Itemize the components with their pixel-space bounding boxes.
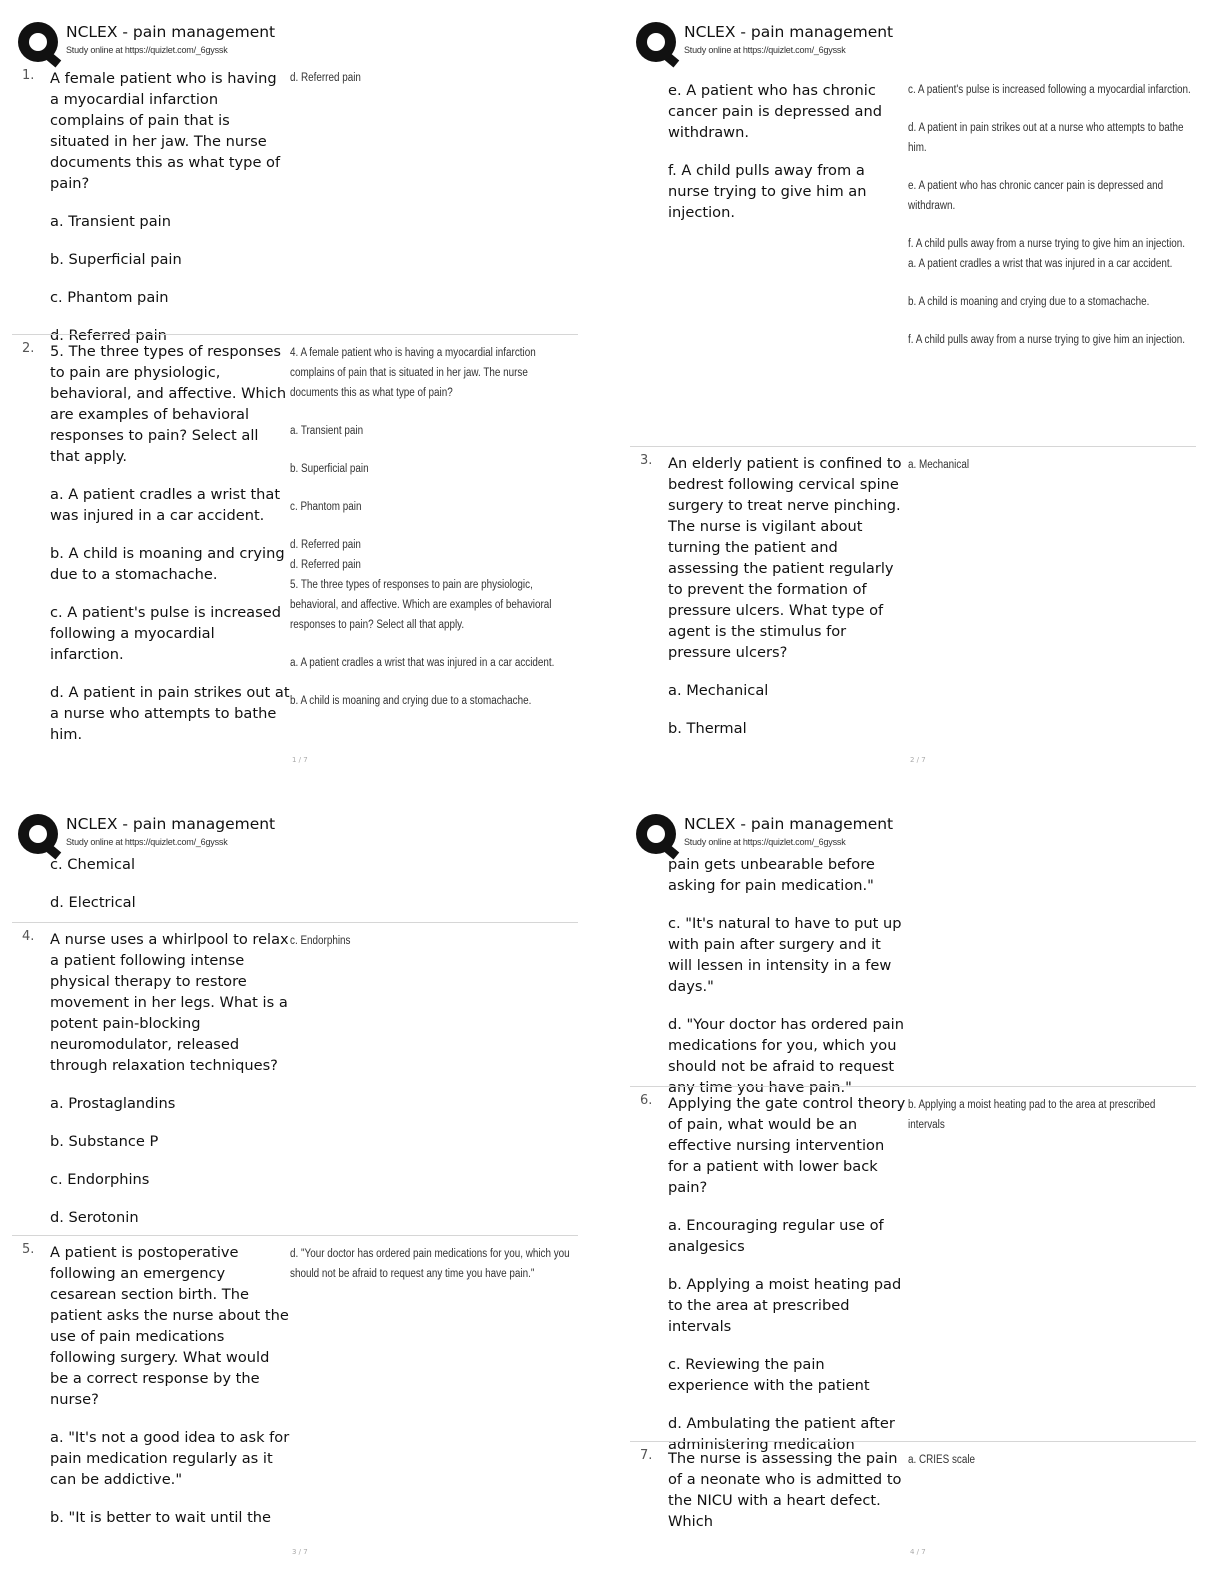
option: pain gets unbearable before asking for pain medication." [668,856,875,894]
answer-line: e. A patient who has chronic cancer pain is depressed and withdrawn. [908,180,1164,212]
quizlet-logo-icon [636,22,676,62]
question-text [50,929,290,1245]
answer: c. Endorphins [290,935,351,947]
option: c. Endorphins [50,1171,150,1188]
option: c. "It's natural to have to put up with pain after surgery and it will lessen in intensity in a few days." [668,915,902,995]
question-number: 7. [640,1448,653,1463]
answer: d. "Your doctor has ordered pain medications for you, which you should not be afraid to request any time you have pain." [290,1248,570,1280]
option: f. A child pulls away from a nurse trying to give him an injection. [668,162,867,221]
answer-line: d. A patient in pain strikes out at a nurse who attempts to bathe him. [908,122,1184,154]
question-stem: A patient is postoperative following an emergency cesarean section birth. The patient asks the nurse about the use of pain medications following surgery. What would be a correct response by the nurse? [50,1244,289,1408]
question-text [668,1093,908,1472]
question-text [668,854,908,1115]
doc-title: NCLEX - pain management [66,815,276,833]
option: d. Electrical [50,894,136,911]
option: b. "It is better to wait until the [50,1509,272,1526]
answer: a. CRIES scale [908,1454,976,1466]
option: d. "Your doctor has ordered pain medications for you, which you should not be afraid to request any time you have pain." [668,1016,904,1096]
doc-source-link[interactable]: Study online at https://quizlet.com/_6gyssk [684,837,846,847]
question-stem: A nurse uses a whirlpool to relax a patient following intense physical therapy to restore movement in her legs. What is a potent pain-blocking neuromodulator, released through relaxation techniques? [50,931,289,1074]
answer-line: 5. The three types of responses to pain are physiologic, behavioral, and affective. Which are examples of behavioral responses to pain? Select all that apply. [290,579,552,631]
question-stem: 5. The three types of responses to pain are physiologic, behavioral, and affective. Which are examples of behavioral responses to pain? Select all that apply. [50,343,287,465]
page-2 [630,18,1224,778]
question-stem: A female patient who is having a myocardial infarction complains of pain that is situated in her jaw. The nurse documents this as what type of pain? [50,70,281,192]
doc-title: NCLEX - pain management [684,23,894,41]
answer: b. Applying a moist heating pad to the area at prescribed intervals [908,1099,1156,1131]
answer-line: b. A child is moaning and crying due to a stomachache. [908,296,1150,308]
question-number: 5. [22,1242,35,1257]
option: e. A patient who has chronic cancer pain is depressed and withdrawn. [668,82,883,141]
question-card-7 [630,1441,1196,1530]
answer-text [908,80,1192,368]
answer: d. Referred pain [290,72,361,84]
answer-text [290,343,574,729]
page-1 [12,18,612,778]
question-number: 6. [640,1093,653,1108]
option: a. A patient cradles a wrist that was injured in a car accident. [50,486,281,524]
page-3 [12,810,612,1570]
option: d. Referred pain [50,327,167,344]
option: d. Serotonin [50,1209,139,1226]
question-card-6 [630,1086,1196,1453]
doc-title: NCLEX - pain management [66,23,276,41]
answer-line: 4. A female patient who is having a myocardial infarction complains of pain that is situated in her jaw. The nurse documents this as what type of pain? [290,347,536,399]
answer-text [908,455,1192,493]
answer-line: c. A patient's pulse is increased following a myocardial infarction. [908,84,1191,96]
answer-line: d. Referred pain [290,559,361,571]
question-card-3 [630,446,1196,737]
question-text [50,1242,290,1545]
answer-line: c. Phantom pain [290,501,362,513]
answer: a. Mechanical [908,459,970,471]
option: a. Prostaglandins [50,1095,176,1112]
option: b. Substance P [50,1133,159,1150]
option: c. Phantom pain [50,289,169,306]
option: d. A patient in pain strikes out at a nurse who attempts to bathe him. [50,684,290,743]
question-text [50,68,290,363]
answer-text [290,1244,574,1302]
answer-line: f. A child pulls away from a nurse trying to give him an injection. [908,238,1186,250]
option: b. Superficial pain [50,251,182,268]
option: b. A child is moaning and crying due to a stomachache. [50,545,285,583]
quizlet-logo-icon [18,814,58,854]
answer-line: b. A child is moaning and crying due to a stomachache. [290,695,532,707]
answer-line: a. Transient pain [290,425,364,437]
answer-line: a. A patient cradles a wrist that was injured in a car accident. [290,657,555,669]
answer-text [290,68,574,106]
question-stem: Applying the gate control theory of pain, what would be an effective nursing intervention for a patient with lower back pain? [668,1095,906,1196]
question-text [50,341,290,762]
answer-line: f. A child pulls away from a nurse trying to give him an injection. [908,334,1186,346]
quizlet-logo-icon [18,22,58,62]
option: a. Transient pain [50,213,171,230]
option: d. Ambulating the patient after administering medication [668,1415,895,1453]
option: a. Encouraging regular use of analgesics [668,1217,884,1255]
question-stem: The nurse is assessing the pain of a neonate who is admitted to the NICU with a heart defect. Which [668,1450,902,1530]
question-text [668,1448,908,1549]
answer-line: b. Superficial pain [290,463,369,475]
answer-line: a. A patient cradles a wrist that was injured in a car accident. [908,258,1173,270]
option: a. Mechanical [668,682,769,699]
option: c. Chemical [50,856,136,873]
option: c. A patient's pulse is increased following a myocardial infarction. [50,604,281,663]
page-4 [630,810,1224,1570]
question-text [668,80,908,240]
answer-text [908,1450,1192,1488]
page-number: 2 / 7 [910,756,926,764]
doc-source-link[interactable]: Study online at https://quizlet.com/_6gyssk [66,837,228,847]
answer-text [908,1095,1192,1153]
question-number: 1. [22,68,35,83]
option: b. Thermal [668,720,747,737]
answer-text [290,931,574,969]
page-number: 3 / 7 [292,1548,308,1556]
doc-source-link[interactable]: Study online at https://quizlet.com/_6gyssk [684,45,846,55]
answer-line: d. Referred pain [290,539,361,551]
question-text [50,854,290,930]
quizlet-logo-icon [636,814,676,854]
question-text [668,453,908,756]
question-number: 2. [22,341,35,356]
option: c. Reviewing the pain experience with the patient [668,1356,870,1394]
option: b. Applying a moist heating pad to the area at prescribed intervals [668,1276,902,1335]
option: a. "It's not a good idea to ask for pain medication regularly as it can be addictive." [50,1429,290,1488]
question-card-4 [12,922,578,1226]
question-card-2 [12,334,578,743]
question-number: 3. [640,453,653,468]
question-number: 4. [22,929,35,944]
page-number: 1 / 7 [292,756,308,764]
page-number: 4 / 7 [910,1548,926,1556]
doc-title: NCLEX - pain management [684,815,894,833]
question-card-5 [12,1235,578,1526]
doc-source-link[interactable]: Study online at https://quizlet.com/_6gyssk [66,45,228,55]
question-stem: An elderly patient is confined to bedrest following cervical spine surgery to treat nerve pinching. The nurse is vigilant about turning the patient and assessing the patient regularly to prevent the formation of pressure ulcers. What type of agent is the stimulus for pressure ulcers? [668,455,902,661]
